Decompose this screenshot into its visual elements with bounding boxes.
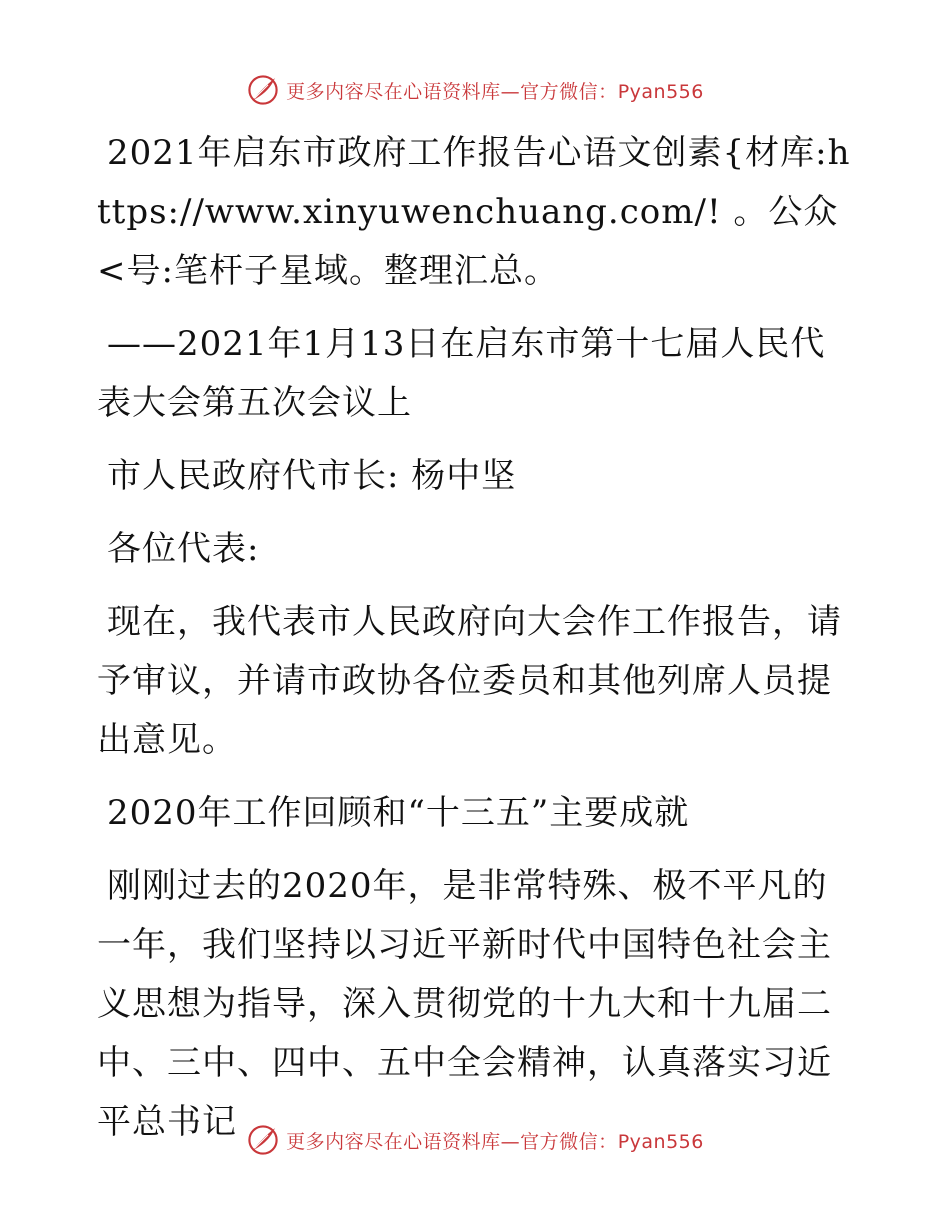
footer-banner [0,1120,950,1160]
paragraph-body: 刚刚过去的2020年，是非常特殊、极不平凡的一年，我们坚持以习近平新时代中国特色社会主义思想为指导，深入贯彻党的十九大和十九届二中、三中、四中、五中全会精神，认真落实习近平总书记 [97,866,832,1142]
paragraph-date-line: ——2021年1月13日在启东市第十七届人民代表大会第五次会议上 [97,324,826,423]
banner-text [286,1127,704,1154]
quill-logo-icon [246,1123,280,1157]
paragraph-salutation: 各位代表: [107,529,260,569]
banner-main-text: 更多内容尽在心语资料库 [286,1130,501,1153]
banner-official-label: 官方微信： [520,1130,618,1153]
paragraph-intro: 现在，我代表市人民政府向大会作工作报告，请予审议，并请市政协各位委员和其他列席人员提出意见。 [97,602,842,760]
section-heading: 2020年工作回顾和“十三五”主要成就 [107,793,690,833]
banner-main-text: 更多内容尽在心语资料库 [286,80,501,103]
paragraph-title: 2021年启东市政府工作报告心语文创素{材库:https://www.xinyuwenchuang.com/! 。公众<号:笔杆子星域。整理汇总。 [97,133,851,291]
banner-official-label: 官方微信： [520,80,618,103]
quill-logo-icon [246,73,280,107]
header-banner [0,70,950,110]
banner-dash: — [500,1130,521,1153]
banner-text [286,77,704,104]
document-body [97,124,857,1166]
banner-wechat-id: Pyan556 [617,80,704,103]
banner-wechat-id: Pyan556 [617,1130,704,1153]
paragraph-speaker: 市人民政府代市长: 杨中坚 [107,456,517,496]
banner-dash: — [500,80,521,103]
